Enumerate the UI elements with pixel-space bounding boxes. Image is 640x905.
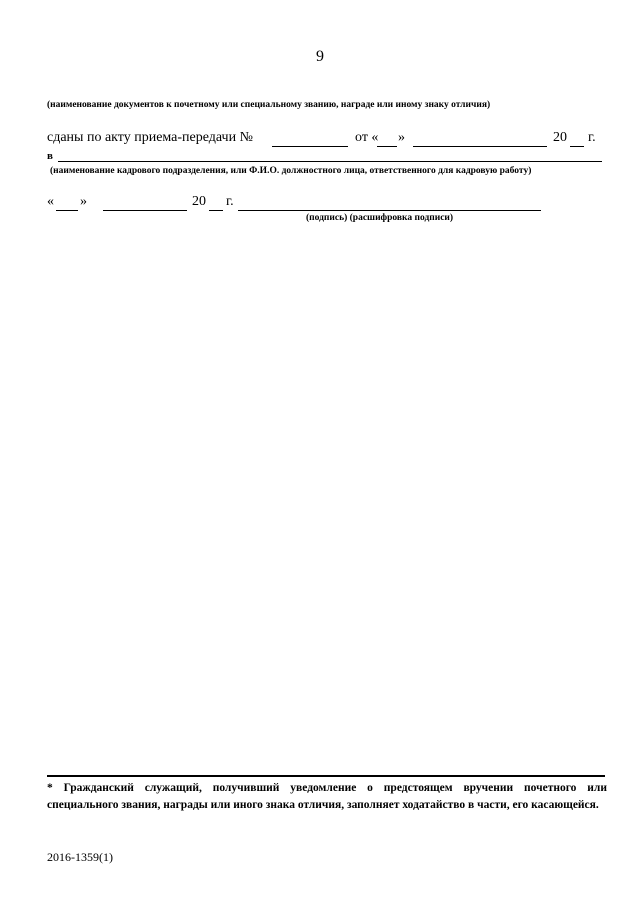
date-day-line <box>56 210 78 211</box>
page-number: 9 <box>316 48 324 65</box>
date-year-suffix: г. <box>226 194 234 209</box>
caption-signature: (подпись) (расшифровка подписи) <box>306 213 454 223</box>
date-year-line <box>209 210 223 211</box>
act-month-line <box>413 146 547 147</box>
date-open-quote: « <box>47 194 54 209</box>
document-code: 2016-1359(1) <box>47 850 113 864</box>
signature-line <box>238 210 541 211</box>
in-label: в <box>47 150 53 162</box>
act-from-text: от « <box>355 130 379 145</box>
act-year-prefix: 20 <box>553 130 567 145</box>
hr-department-line <box>58 161 602 162</box>
footnote-divider <box>47 775 605 777</box>
act-year-suffix: г. <box>588 130 596 145</box>
date-month-line <box>103 210 187 211</box>
act-day-line <box>377 146 397 147</box>
act-year-line <box>570 146 584 147</box>
act-close-quote: » <box>398 130 405 145</box>
caption-documents-name: (наименование документов к почетному или специальному званию, награде или иному знаку отличия) <box>47 100 491 110</box>
footnote-text: * Гражданский служащий, получивший уведомление о предстоящем вручении почетного или специального звания, награды или иного знака отличия, заполняет ходатайство в части, его касающейся. <box>47 782 607 811</box>
date-close-quote: » <box>80 194 87 209</box>
act-number-line <box>272 146 348 147</box>
date-year-prefix: 20 <box>192 194 206 209</box>
caption-hr-department: (наименование кадрового подразделения, или Ф.И.О. должностного лица, ответственного для кадровую работу) <box>50 166 532 176</box>
act-prefix-text: сданы по акту приема-передачи № <box>47 130 253 145</box>
